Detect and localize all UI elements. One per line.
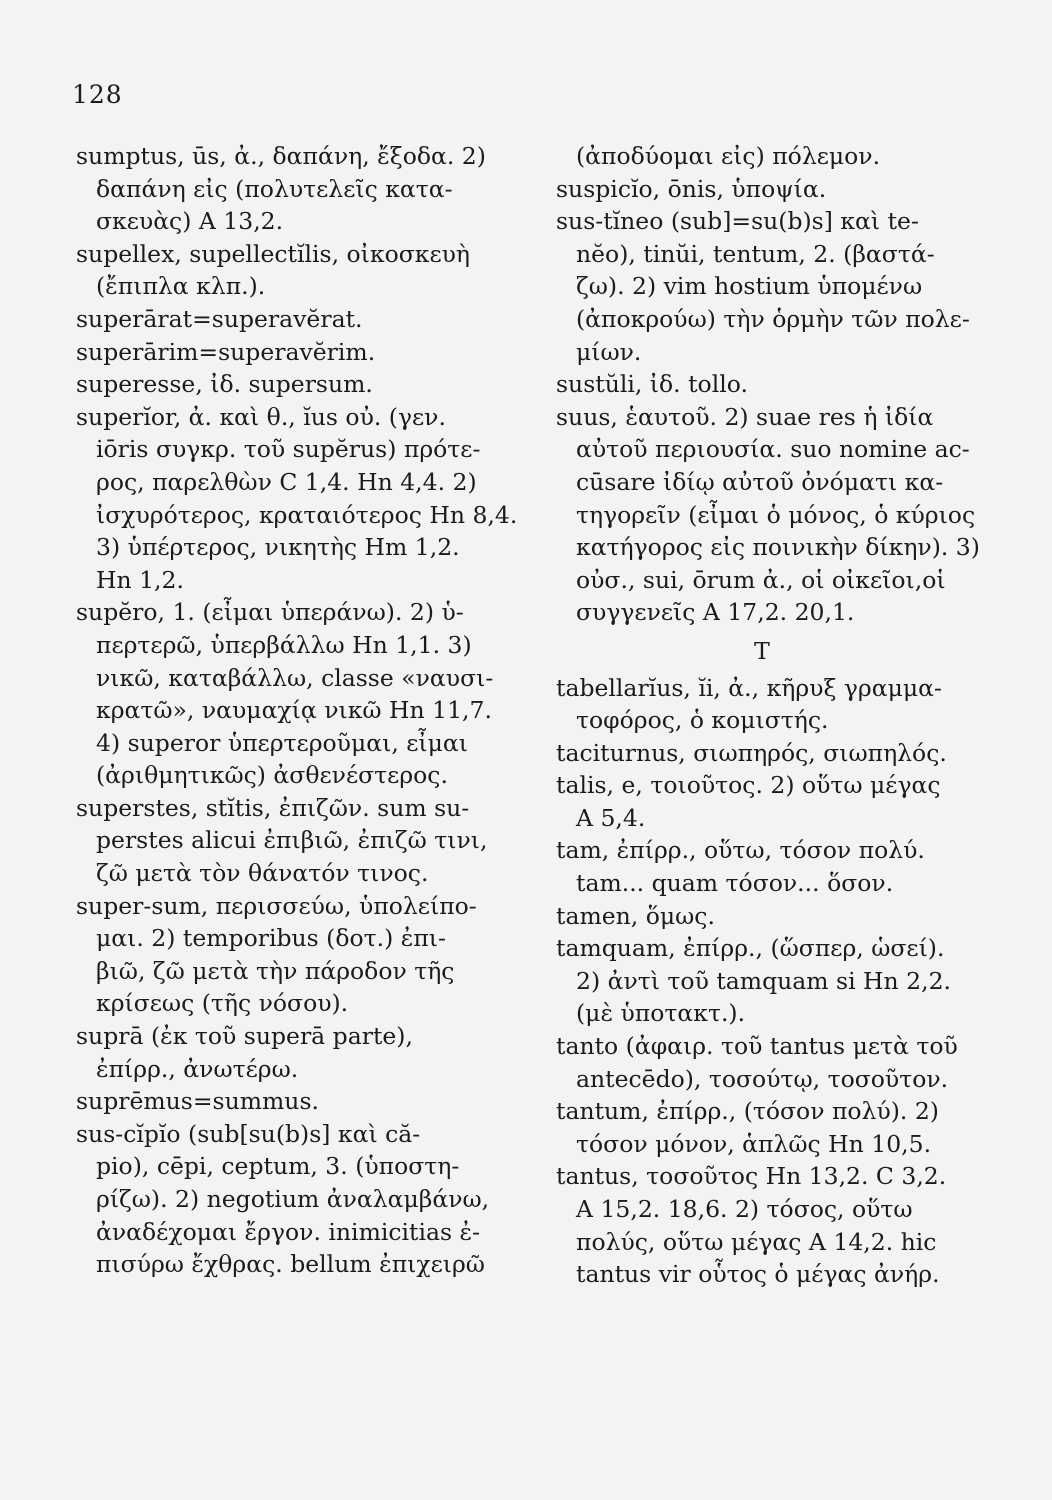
- left-column: [76, 140, 516, 1281]
- entry-continuation-line: μαι. 2) temporibus (δοτ.) ἐπι-: [96, 924, 446, 953]
- entry-continuation-line: κρατῶ», ναυμαχίᾳ νικῶ Hn 11,7.: [96, 696, 492, 725]
- entry-line: sumptus, ūs, ἀ., δαπάνη, ἔξοδα. 2): [76, 142, 486, 170]
- entry-continuation-line: ἰσχυρότερος, κραταιότερος Hn 8,4.: [96, 500, 518, 529]
- entry-continuation-line: (μὲ ὑποτακτ.).: [576, 999, 746, 1028]
- entry-line: superesse, ἰδ. supersum.: [76, 370, 373, 399]
- entry-continuation-line: μίων.: [576, 337, 642, 366]
- entry-continuation-line: perstes alicui ἐπιβιῶ, ἐπιζῶ τινι,: [96, 826, 488, 855]
- entry-continuation-line: πολύς, οὕτω μέγας A 14,2. hic: [576, 1227, 937, 1256]
- entry-line: tamquam, ἐπίρρ., (ὥσπερ, ὡσεί).: [556, 934, 945, 963]
- entry-continuation-line: ζω). 2) vim hostium ὑπομένω: [576, 272, 923, 301]
- entry-continuation-line: (ἀποκρούω) τὴν ὁρμὴν τῶν πολε-: [576, 304, 970, 333]
- entry-line: superstes, stĭtis, ἐπιζῶν. sum su-: [76, 793, 470, 822]
- entry-continuation-line: βιῶ, ζῶ μετὰ τὴν πάροδον τῆς: [96, 956, 455, 985]
- entry-continuation-line: nĕo), tinŭi, tentum, 2. (βαστά-: [576, 239, 935, 268]
- entry-continuation-line: ρίζω). 2) negotium ἀναλαμβάνω,: [96, 1185, 490, 1213]
- entry-continuation-line: A 15,2. 18,6. 2) τόσος, οὕτω: [576, 1195, 913, 1223]
- entry-continuation-line: iōris συγκρ. τοῦ supĕrus) πρότε-: [96, 435, 481, 464]
- entry-continuation-line: ρος, παρελθὼν C 1,4. Hn 4,4. 2): [96, 467, 477, 496]
- entry-continuation-line: περτερῶ, ὑπερβάλλω Hn 1,1. 3): [96, 630, 472, 659]
- entry-line: super-sum, περισσεύω, ὑπολείπο-: [76, 891, 477, 920]
- entry-continuation-line: 2) ἀντὶ τοῦ tamquam si Hn 2,2.: [576, 966, 952, 995]
- section-letter: T: [754, 636, 770, 665]
- entry-line: suus, ἑαυτοῦ. 2) suae res ἡ ἰδία: [556, 402, 934, 431]
- entry-continuation-line: antecēdo), τοσούτῳ, τοσοῦτον.: [576, 1064, 949, 1093]
- entry-continuation-line: αὐτοῦ περιουσία. suo nomine ac-: [576, 435, 970, 464]
- entry-line: suspicĭo, ōnis, ὑποψία.: [556, 174, 827, 203]
- entry-line: tabellarĭus, ĭi, ἀ., κῆρυξ γραμμα-: [556, 673, 942, 702]
- entry-continuation-line: σκευὰς) A 13,2.: [96, 207, 284, 236]
- entry-line: suprā (ἐκ τοῦ superā parte),: [76, 1022, 413, 1051]
- entry-continuation-line: δαπάνη εἰς (πολυτελεῖς κατα-: [96, 174, 453, 203]
- entry-line: tantus, τοσοῦτος Hn 13,2. C 3,2.: [556, 1162, 947, 1191]
- entry-line: superārim=superavĕrim.: [76, 337, 376, 366]
- entry-line: sus-cĭpĭo (sub[su(b)s] καὶ că-: [76, 1119, 421, 1148]
- entry-line: talis, e, τοιοῦτος. 2) οὕτω μέγας: [556, 771, 941, 800]
- right-column: [556, 140, 998, 1291]
- entry-continuation-line: ζῶ μετὰ τὸν θάνατόν τινος.: [96, 859, 429, 888]
- entry-line: superārat=superavĕrat.: [76, 304, 363, 333]
- entry-continuation-line: τόσον μόνον, ἁπλῶς Hn 10,5.: [576, 1129, 932, 1158]
- entry-continuation-line: νικῶ, καταβάλλω, classe «ναυσι-: [96, 663, 494, 692]
- entry-continuation-line: 3) ὑπέρτερος, νικητὴς Hm 1,2.: [96, 533, 460, 562]
- entry-continuation-line: οὐσ., sui, ōrum ἀ., οἱ οἰκεῖοι,οἱ: [576, 565, 946, 594]
- entry-continuation-line: κρίσεως (τῆς νόσου).: [96, 989, 349, 1018]
- entry-continuation-line: συγγενεῖς A 17,2. 20,1.: [576, 598, 855, 627]
- entry-line: superĭor, ἀ. καὶ θ., ĭus οὐ. (γεν.: [76, 402, 446, 431]
- page-number: 128: [72, 80, 123, 109]
- entry-continuation-line: pio), cēpi, ceptum, 3. (ὑποστη-: [96, 1152, 460, 1181]
- entry-line: sustŭli, ἰδ. tollo.: [556, 370, 748, 399]
- entry-continuation-line: πισύρω ἔχθρας. bellum ἐπιχειρῶ: [96, 1250, 485, 1279]
- entry-continuation-line: tantus vir οὗτος ὁ μέγας ἀνήρ.: [576, 1260, 940, 1289]
- entry-line: taciturnus, σιωπηρός, σιωπηλός.: [556, 738, 947, 767]
- entry-line: tamen, ὅμως.: [556, 901, 715, 930]
- entry-continuation-line: Hn 1,2.: [96, 565, 184, 594]
- entry-line: sus-tĭneo (sub]=su(b)s] καὶ te-: [556, 207, 919, 236]
- entry-continuation-line: ἀναδέχομαι ἔργον. inimicitias ἐ-: [96, 1217, 481, 1246]
- entry-line: tanto (ἀφαιρ. τοῦ tantus μετὰ τοῦ: [556, 1032, 958, 1061]
- entry-continuation-line: (ἀριθμητικῶς) ἀσθενέστερος.: [96, 761, 448, 790]
- entry-continuation-line: A 5,4.: [576, 803, 646, 832]
- entry-line: suprēmus=summus.: [76, 1087, 319, 1116]
- entry-line: tam, ἐπίρρ., οὕτω, τόσον πολύ.: [556, 836, 925, 865]
- entry-continuation-line: 4) superor ὑπερτεροῦμαι, εἶμαι: [96, 728, 469, 757]
- entry-continuation-line: τοφόρος, ὁ κομιστής.: [576, 706, 829, 735]
- entry-line: supellex, supellectĭlis, οἰκοσκευὴ: [76, 239, 470, 268]
- entry-continuation-line: τηγορεῖν (εἶμαι ὁ μόνος, ὁ κύριος: [576, 500, 976, 529]
- entry-continuation-line: (ἀποδύομαι εἰς) πόλεμον.: [576, 142, 881, 170]
- entry-continuation-line: κατήγορος εἰς ποινικὴν δίκην). 3): [576, 533, 980, 562]
- entry-continuation-line: tam... quam τόσον... ὅσον.: [576, 869, 894, 898]
- entry-continuation-line: cūsare ἰδίῳ αὐτοῦ ὀνόματι κα-: [576, 467, 944, 496]
- entry-line: supĕro, 1. (εἶμαι ὑπεράνω). 2) ὑ-: [76, 598, 464, 627]
- entry-continuation-line: (ἔπιπλα κλπ.).: [96, 272, 266, 301]
- entry-line: tantum, ἐπίρρ., (τόσον πολύ). 2): [556, 1097, 939, 1126]
- entry-continuation-line: ἐπίρρ., ἀνωτέρω.: [96, 1054, 299, 1083]
